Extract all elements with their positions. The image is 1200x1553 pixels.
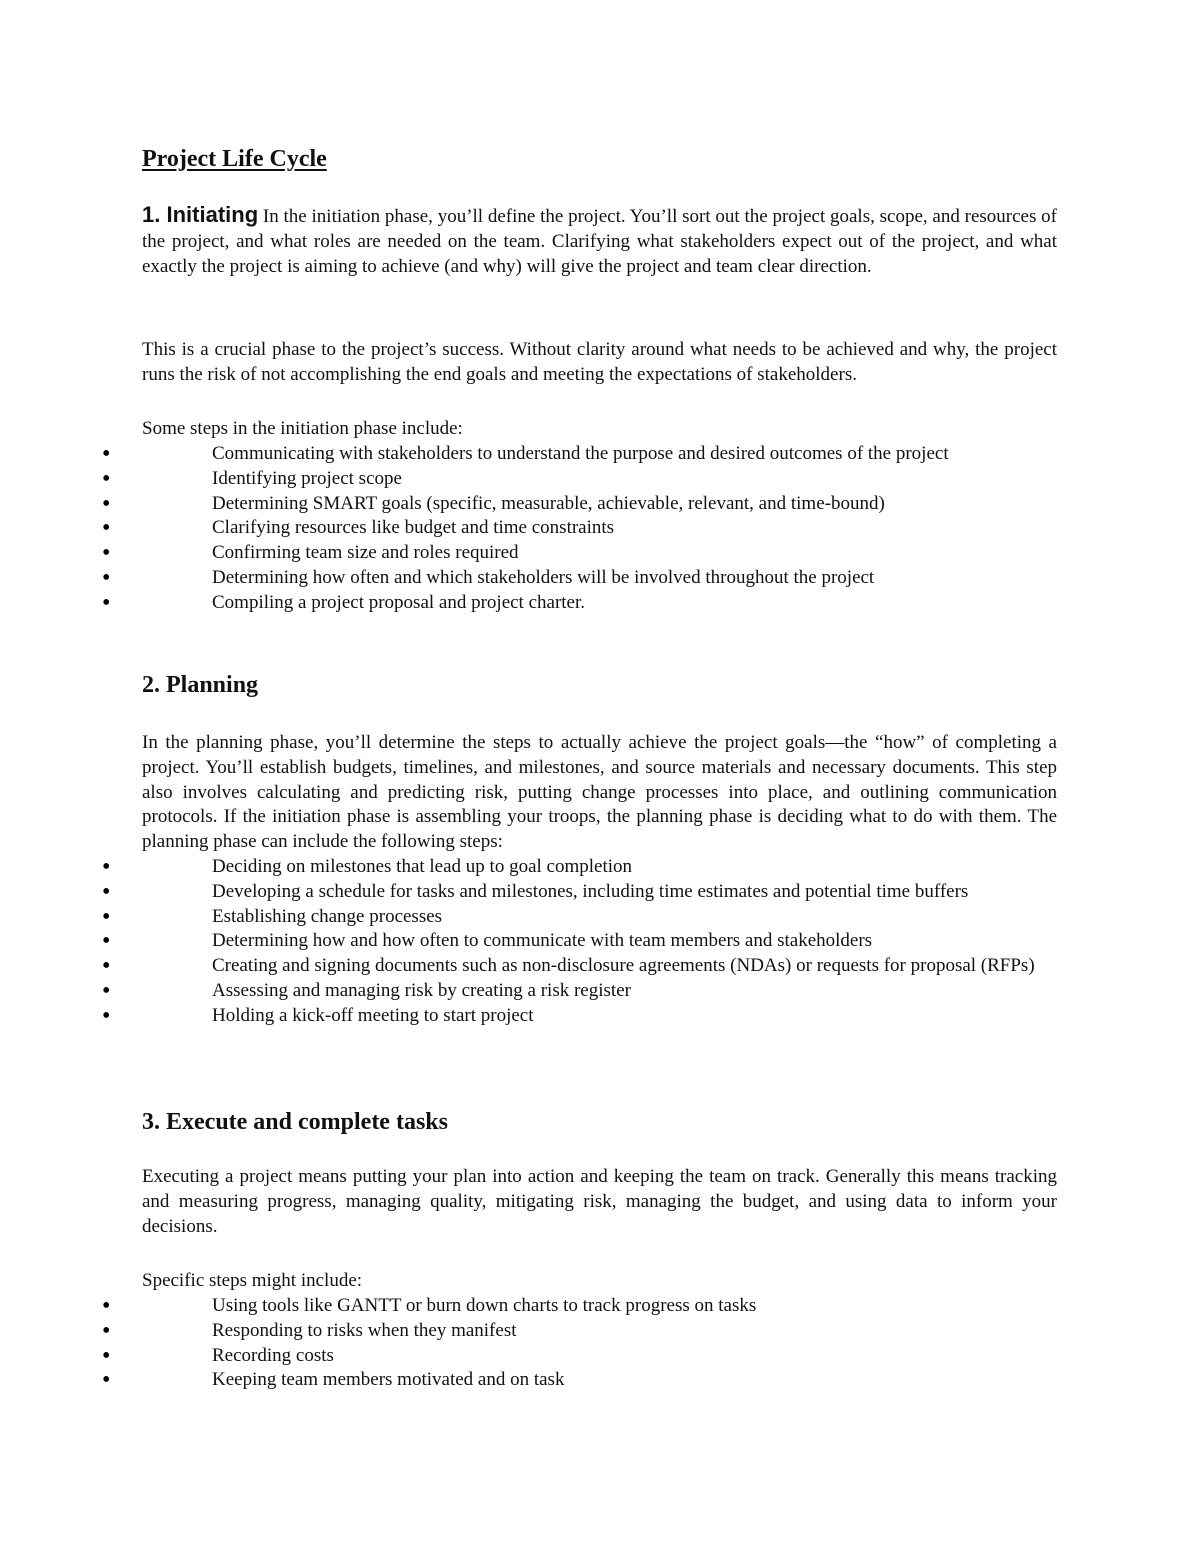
list-item: • Creating and signing documents such as non-disclosure agreements (NDAs) or requests for proposal (RFPs) bbox=[142, 954, 1057, 979]
list-item: • Assessing and managing risk by creating a risk register bbox=[142, 979, 1057, 1004]
list-item: • Compiling a project proposal and project charter. bbox=[142, 591, 1057, 616]
list-item: • Clarifying resources like budget and time constraints bbox=[142, 516, 1057, 541]
list-item: • Holding a kick-off meeting to start project bbox=[142, 1004, 1057, 1029]
list-item: • Deciding on milestones that lead up to goal completion bbox=[142, 855, 1057, 880]
planning-steps-list bbox=[142, 855, 1057, 1029]
list-item: • Determining how often and which stakeholders will be involved throughout the project bbox=[142, 566, 1057, 591]
execute-steps-list bbox=[142, 1294, 1057, 1393]
planning-paragraph: In the planning phase, you’ll determine the steps to actually achieve the project goals—the “how” of completing a project. You’ll establish budgets, timelines, and milestones, and source materials and necessary documents. This step also involves calculating and predicting risk, putting change processes into place, and outlining communication protocols. If the initiation phase is assembling your troops, the planning phase is deciding what to do with them. The planning phase can include the following steps: bbox=[142, 732, 1057, 853]
initiating-paragraph-2: This is a crucial phase to the project’s success. Without clarity around what needs to be achieved and why, the project runs the risk of not accomplishing the end goals and meeting the expectations of stakeholders. bbox=[142, 339, 1057, 385]
list-item: • Determining how and how often to communicate with team members and stakeholders bbox=[142, 929, 1057, 954]
initiating-steps-intro: Some steps in the initiation phase include: bbox=[142, 418, 463, 439]
list-item: • Determining SMART goals (specific, measurable, achievable, relevant, and time-bound) bbox=[142, 492, 1057, 517]
list-item: • Using tools like GANTT or burn down charts to track progress on tasks bbox=[142, 1294, 1057, 1319]
list-item: • Communicating with stakeholders to understand the purpose and desired outcomes of the project bbox=[142, 442, 1057, 467]
list-item: • Responding to risks when they manifest bbox=[142, 1319, 1057, 1344]
list-item: • Confirming team size and roles required bbox=[142, 541, 1057, 566]
list-item: • Developing a schedule for tasks and milestones, including time estimates and potential time buffers bbox=[142, 880, 1057, 905]
initiating-heading: 1. Initiating bbox=[142, 202, 259, 227]
list-item: • Establishing change processes bbox=[142, 905, 1057, 930]
planning-heading: 2. Planning bbox=[142, 672, 259, 698]
execute-paragraph: Executing a project means putting your plan into action and keeping the team on track. Generally this means tracking and measuring progress, managing quality, mitigating risk, managing the budget, and using data to inform your decisions. bbox=[142, 1166, 1057, 1237]
execute-heading: 3. Execute and complete tasks bbox=[142, 1109, 448, 1135]
list-item: • Keeping team members motivated and on task bbox=[142, 1368, 1057, 1393]
initiating-intro-paragraph bbox=[142, 203, 1057, 279]
document-title: Project Life Cycle bbox=[142, 146, 327, 172]
list-item: • Recording costs bbox=[142, 1344, 1057, 1369]
execute-steps-intro: Specific steps might include: bbox=[142, 1270, 363, 1291]
initiating-steps-list bbox=[142, 442, 1057, 616]
list-item: • Identifying project scope bbox=[142, 467, 1057, 492]
initiating-intro-text: In the initiation phase, you’ll define the project. You’ll sort out the project goals, scope, and resources of the project, and what roles are needed on the team. Clarifying what stakeholders expect out of the project, and what exactly the project is aiming to achieve (and why) will give the project and team clear direction. bbox=[142, 206, 1057, 277]
